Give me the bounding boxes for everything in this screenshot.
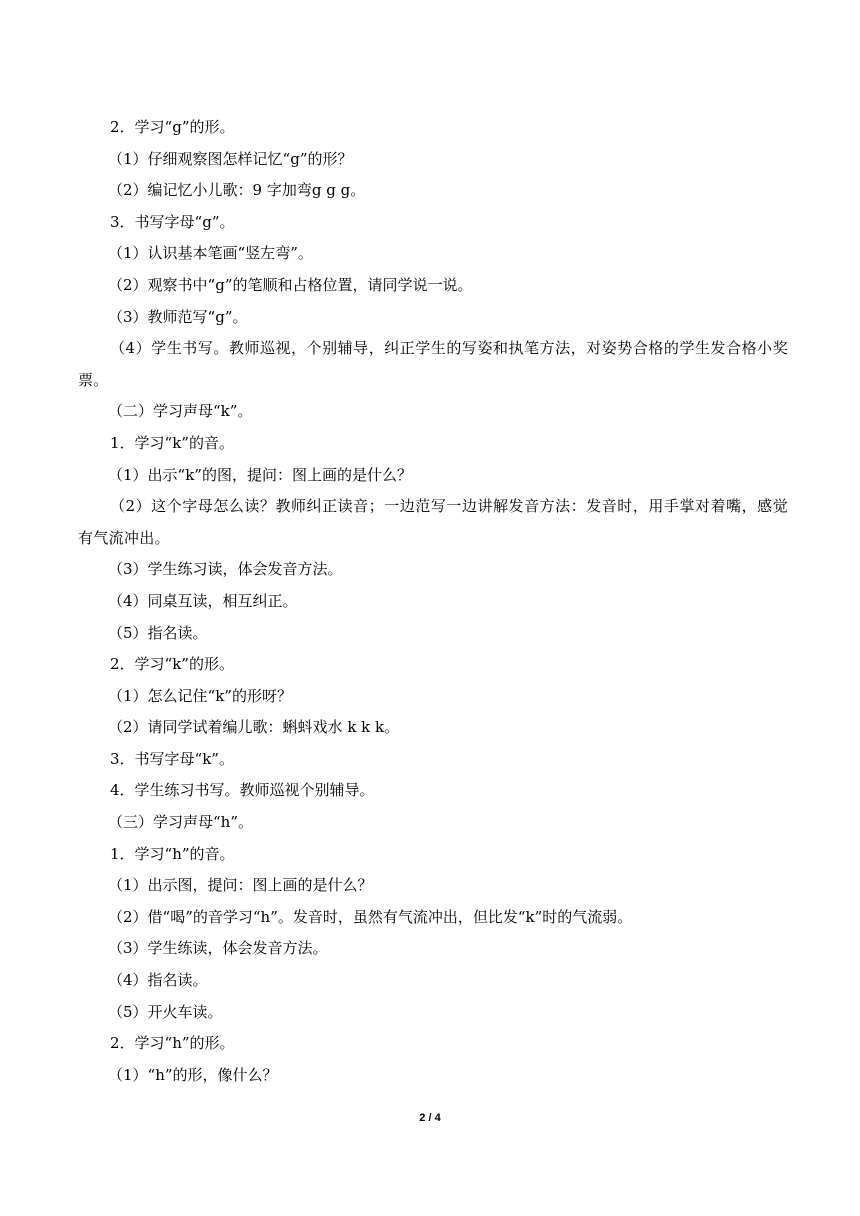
text-line: 1．学习“k”的音。 <box>110 433 234 452</box>
text-line: 2．学习“h”的形。 <box>110 1034 235 1053</box>
text-line: （3）学生练习读，体会发音方法。 <box>108 560 343 579</box>
text-line: 3．书写字母“k”。 <box>110 749 234 768</box>
text-line: （3）学生练读，体会发音方法。 <box>108 939 328 958</box>
text-line: （5）开火车读。 <box>108 1002 223 1021</box>
text-line: （5）指名读。 <box>108 623 208 642</box>
text-line: （1）仔细观察图怎样记忆“g”的形？ <box>108 149 353 168</box>
text-line: 2．学习“k”的形。 <box>110 655 234 674</box>
text-line: （1）出示“k”的图，提问：图上画的是什么？ <box>108 465 412 484</box>
text-line: （4）同桌互读，相互纠正。 <box>108 591 298 610</box>
section-heading: （三）学习声母“h”。 <box>108 813 253 832</box>
text-line: （2）借“喝”的音学习“h”。发音时，虽然有气流冲出，但比发“k”时的气流弱。 <box>108 907 633 926</box>
text-line: （1）出示图，提问：图上画的是什么？ <box>108 876 373 895</box>
page-number: 2 / 4 <box>419 1112 441 1124</box>
text-line: （2）观察书中“g”的笔顺和占格位置，请同学说一说。 <box>108 275 473 294</box>
text-line: 1．学习“h”的音。 <box>110 844 235 863</box>
document-body <box>78 112 788 1091</box>
text-line: （2）请同学试着编儿歌：蝌蚪戏水 k k k。 <box>108 718 400 737</box>
text-line: （3）教师范写“g”。 <box>108 307 248 326</box>
text-paragraph: （4）学生书写。教师巡视，个别辅导，纠正学生的写姿和执笔方法，对姿势合格的学生发合格小奖票。 <box>78 339 788 389</box>
text-line: 4．学生练习书写。教师巡视个别辅导。 <box>110 781 375 800</box>
text-line: （1）怎么记住“k”的形呀？ <box>108 686 292 705</box>
text-line: 2．学习“g”的形。 <box>110 118 235 136</box>
text-line: （1）认识基本笔画“竖左弯”。 <box>108 244 313 263</box>
section-heading: （二）学习声母“k”。 <box>108 402 253 421</box>
text-line: （2）编记忆小儿歌：9 字加弯g g g。 <box>108 181 366 200</box>
text-line: （1）“h”的形，像什么？ <box>108 1065 278 1084</box>
text-paragraph: （2）这个字母怎么读？教师纠正读音；一边范写一边讲解发音方法：发音时，用手掌对着嘴，感觉有气流冲出。 <box>78 497 788 547</box>
text-line: （4）指名读。 <box>108 971 208 990</box>
text-line: 3．书写字母“g”。 <box>110 212 235 231</box>
